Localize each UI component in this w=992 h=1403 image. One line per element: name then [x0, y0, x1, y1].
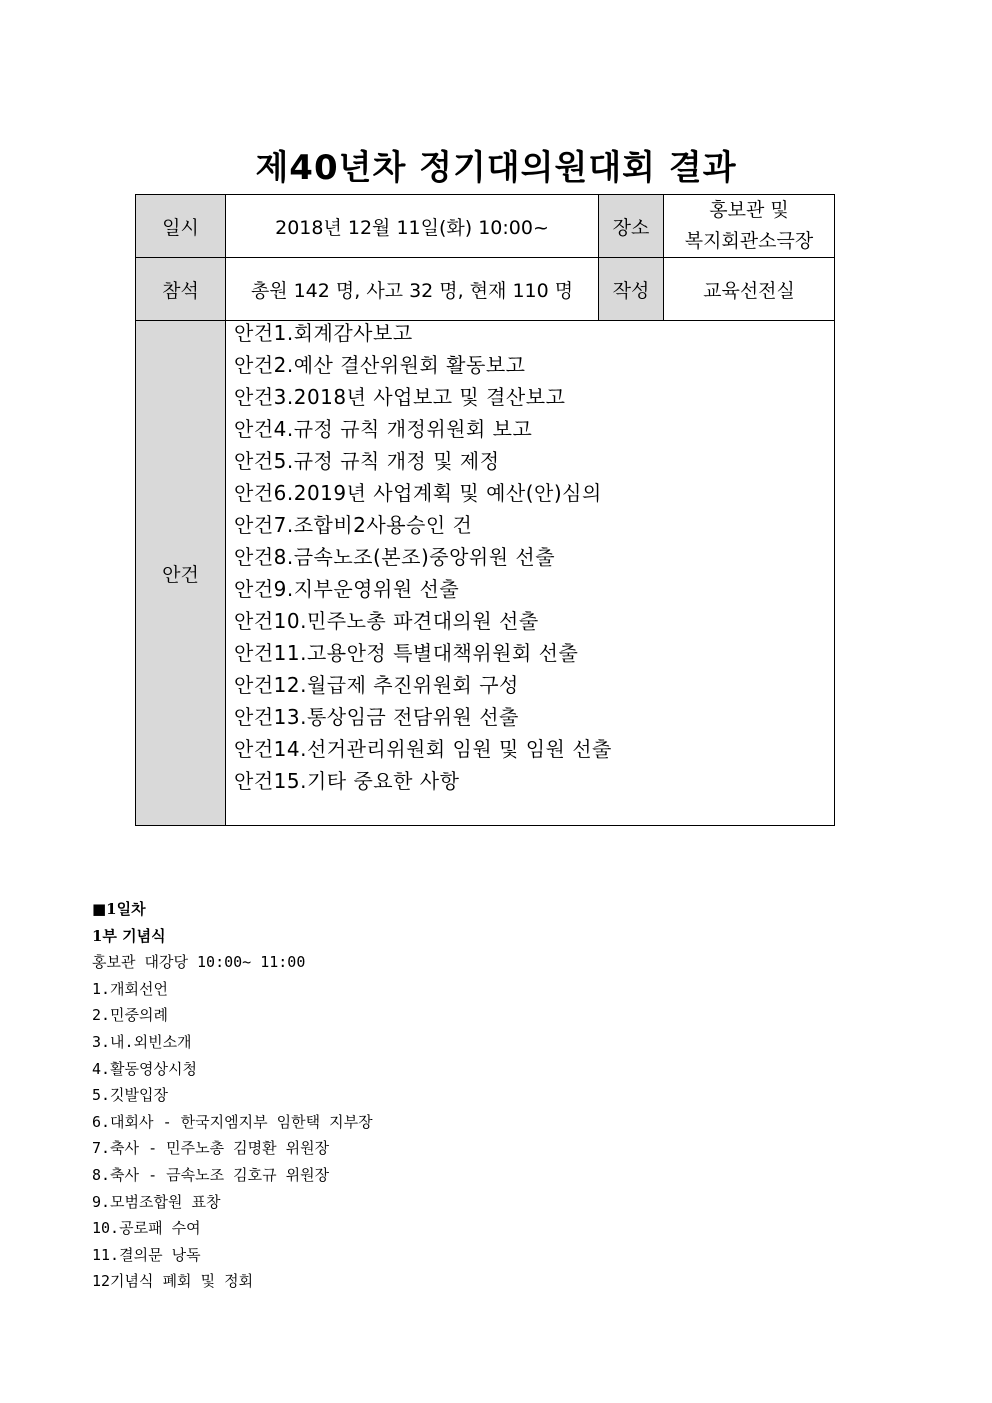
agenda-item: 안건14.선거관리위원회 임원 및 임원 선출 — [234, 737, 612, 761]
venue-time: 홍보관 대강당 10:00~ 11:00 — [92, 953, 306, 972]
agenda-item: 안건8.금속노조(본조)중앙위원 선출 — [234, 545, 556, 569]
program-item: 11.결의문 낭독 — [92, 1245, 201, 1264]
program-item: 8.축사 - 금속노조 김호규 위원장 — [92, 1165, 330, 1184]
attendance-row — [136, 258, 835, 321]
part-heading: 1부 기념식 — [92, 926, 166, 945]
date-value: 2018년 12월 11일(화) 10:00~ — [226, 195, 599, 258]
agenda-item: 안건15.기타 중요한 사항 — [234, 769, 460, 793]
meeting-info-table — [135, 194, 835, 826]
agenda-item: 안건2.예산 결산위원회 활동보고 — [234, 353, 526, 377]
place-line-1: 홍보관 및 — [709, 199, 789, 221]
place-line-2: 복지회관소극장 — [684, 230, 814, 252]
program-item: 10.공로패 수여 — [92, 1219, 201, 1238]
program-item: 7.축사 - 민주노총 김명환 위원장 — [92, 1139, 330, 1158]
agenda-item: 안건10.민주노총 파견대의원 선출 — [234, 609, 539, 633]
place-value — [664, 195, 835, 258]
program-item: 9.모범조합원 표창 — [92, 1192, 221, 1211]
place-label: 장소 — [599, 195, 664, 258]
program-item: 4.활동영상시청 — [92, 1059, 198, 1078]
agenda-item: 안건3.2018년 사업보고 및 결산보고 — [234, 385, 566, 409]
program-item: 6.대회사 - 한국지엠지부 임한택 지부장 — [92, 1112, 373, 1131]
program-item: 1.개회선언 — [92, 979, 169, 998]
agenda-label: 안건 — [136, 321, 226, 826]
writer-value: 교육선전실 — [664, 258, 835, 321]
agenda-cell — [226, 321, 835, 826]
date-row — [136, 195, 835, 258]
agenda-item: 안건5.규정 규칙 개정 및 제정 — [234, 449, 500, 473]
program-item: 12기념식 폐회 및 정회 — [92, 1272, 254, 1291]
agenda-item: 안건7.조합비2사용승인 건 — [234, 513, 473, 537]
document-title: 제40년차 정기대의원대회 결과 — [255, 148, 737, 188]
agenda-item: 안건12.월급제 추진위원회 구성 — [234, 673, 519, 697]
program-item: 5.깃발입장 — [92, 1086, 169, 1105]
agenda-item: 안건9.지부운영위원 선출 — [234, 577, 460, 601]
attend-label: 참석 — [136, 258, 226, 321]
program-item: 2.민중의례 — [92, 1006, 169, 1025]
agenda-item: 안건13.통상임금 전담위원 선출 — [234, 705, 519, 729]
agenda-list — [234, 317, 826, 797]
agenda-item: 안건4.규정 규칙 개정위원회 보고 — [234, 417, 533, 441]
writer-label: 작성 — [599, 258, 664, 321]
day-heading: ■1일차 — [92, 900, 146, 918]
date-label: 일시 — [136, 195, 226, 258]
attend-value: 총원 142 명, 사고 32 명, 현재 110 명 — [226, 258, 599, 321]
day1-section — [92, 896, 912, 1295]
program-item: 3.내.외빈소개 — [92, 1032, 192, 1051]
agenda-item: 안건11.고용안정 특별대책위원회 선출 — [234, 641, 579, 665]
agenda-item: 안건6.2019년 사업계획 및 예산(안)심의 — [234, 481, 602, 505]
agenda-row — [136, 321, 835, 826]
agenda-item: 안건1.회계감사보고 — [234, 321, 413, 345]
